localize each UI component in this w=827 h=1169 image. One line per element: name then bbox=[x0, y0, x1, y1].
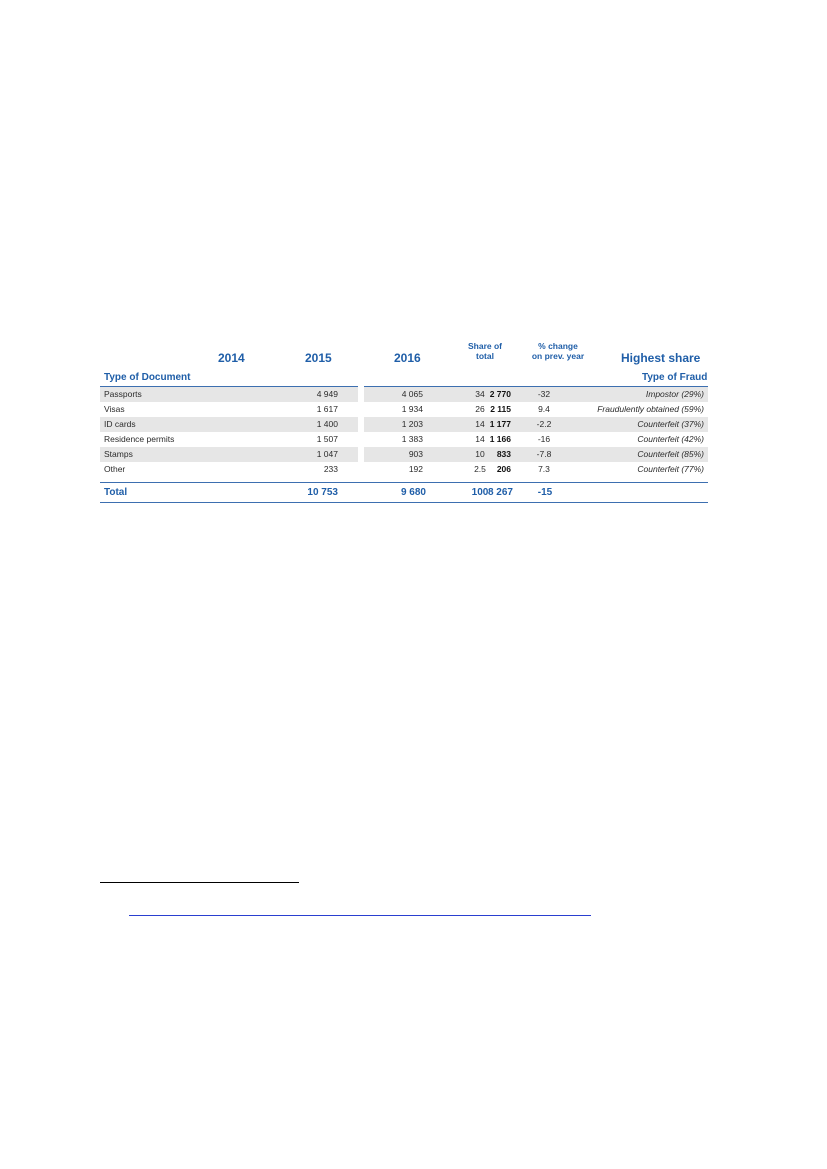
table-row bbox=[100, 432, 708, 447]
table-row bbox=[100, 402, 708, 417]
table-bottom-rule-top bbox=[100, 482, 708, 483]
cell-change: -16 bbox=[537, 434, 551, 444]
cell-2015: 1 203 bbox=[401, 419, 423, 429]
cell-2014: 233 bbox=[323, 464, 338, 474]
total-share: 100 bbox=[471, 487, 489, 498]
cell-document-type: ID cards bbox=[104, 419, 136, 429]
cell-share: 10 bbox=[475, 449, 485, 459]
cell-2016: 1 177 bbox=[489, 419, 511, 429]
header-change-line2: on prev. year bbox=[531, 351, 585, 361]
cell-fraud-type: Impostor (29%) bbox=[645, 389, 704, 399]
cell-2016: 833 bbox=[496, 449, 511, 459]
cell-document-type: Passports bbox=[104, 389, 142, 399]
cell-share: 14 bbox=[475, 419, 485, 429]
header-percent-change bbox=[528, 341, 588, 361]
cell-fraud-type: Counterfeit (42%) bbox=[637, 434, 704, 444]
cell-2015: 4 065 bbox=[401, 389, 423, 399]
cell-2016: 2 770 bbox=[489, 389, 511, 399]
cell-document-type: Residence permits bbox=[104, 434, 175, 444]
header-share-line1: Share of bbox=[467, 341, 502, 351]
cell-share: 14 bbox=[475, 434, 485, 444]
cell-2016: 2 115 bbox=[490, 404, 511, 414]
header-2015: 2015 bbox=[305, 351, 332, 365]
cell-2014: 1 617 bbox=[316, 404, 338, 414]
header-share-of-total bbox=[462, 341, 508, 361]
cell-share: 2.5 bbox=[474, 464, 486, 474]
table-row bbox=[100, 417, 708, 432]
table-total-row bbox=[100, 484, 708, 502]
cell-2014: 1 507 bbox=[316, 434, 338, 444]
table-bottom-rule bbox=[100, 502, 708, 503]
table-row bbox=[100, 447, 708, 462]
header-2014: 2014 bbox=[218, 351, 245, 365]
cell-fraud-type: Counterfeit (77%) bbox=[637, 464, 704, 474]
header-type-of-document: Type of Document bbox=[104, 372, 191, 383]
cell-2015: 1 934 bbox=[401, 404, 423, 414]
table-row bbox=[100, 387, 708, 402]
cell-2014: 1 047 bbox=[316, 449, 338, 459]
cell-change: -2.2 bbox=[536, 419, 552, 429]
cell-change: 9.4 bbox=[538, 404, 550, 414]
cell-fraud-type: Counterfeit (85%) bbox=[637, 449, 704, 459]
cell-2015: 1 383 bbox=[401, 434, 423, 444]
cell-2015: 903 bbox=[408, 449, 423, 459]
cell-share: 34 bbox=[475, 389, 485, 399]
footnote-separator bbox=[100, 882, 299, 883]
cell-change: -7.8 bbox=[536, 449, 552, 459]
total-label: Total bbox=[104, 487, 128, 498]
cell-document-type: Other bbox=[104, 464, 126, 474]
cell-document-type: Visas bbox=[104, 404, 125, 414]
cell-2014: 1 400 bbox=[316, 419, 338, 429]
cell-2016: 1 166 bbox=[489, 434, 511, 444]
footnote-hyperlink-underline[interactable] bbox=[129, 915, 591, 916]
cell-2014: 4 949 bbox=[316, 389, 338, 399]
total-change: -15 bbox=[537, 487, 553, 498]
total-2015: 9 680 bbox=[400, 487, 426, 498]
header-highest-share: Highest share bbox=[621, 351, 701, 365]
cell-change: -32 bbox=[537, 389, 551, 399]
cell-fraud-type: Fraudulently obtained (59%) bbox=[597, 404, 704, 414]
cell-2016: 206 bbox=[496, 464, 511, 474]
header-change-line1: % change bbox=[538, 341, 578, 351]
cell-share: 26 bbox=[475, 404, 485, 414]
header-2016: 2016 bbox=[394, 351, 421, 365]
cell-2015: 192 bbox=[408, 464, 423, 474]
cell-change: 7.3 bbox=[538, 464, 550, 474]
cell-fraud-type: Counterfeit (37%) bbox=[637, 419, 704, 429]
total-2016: 8 267 bbox=[487, 487, 513, 498]
total-2014: 10 753 bbox=[307, 487, 338, 498]
cell-document-type: Stamps bbox=[104, 449, 133, 459]
header-type-of-fraud: Type of Fraud bbox=[642, 372, 708, 383]
header-share-line2: total bbox=[476, 351, 494, 361]
table-row bbox=[100, 462, 708, 477]
